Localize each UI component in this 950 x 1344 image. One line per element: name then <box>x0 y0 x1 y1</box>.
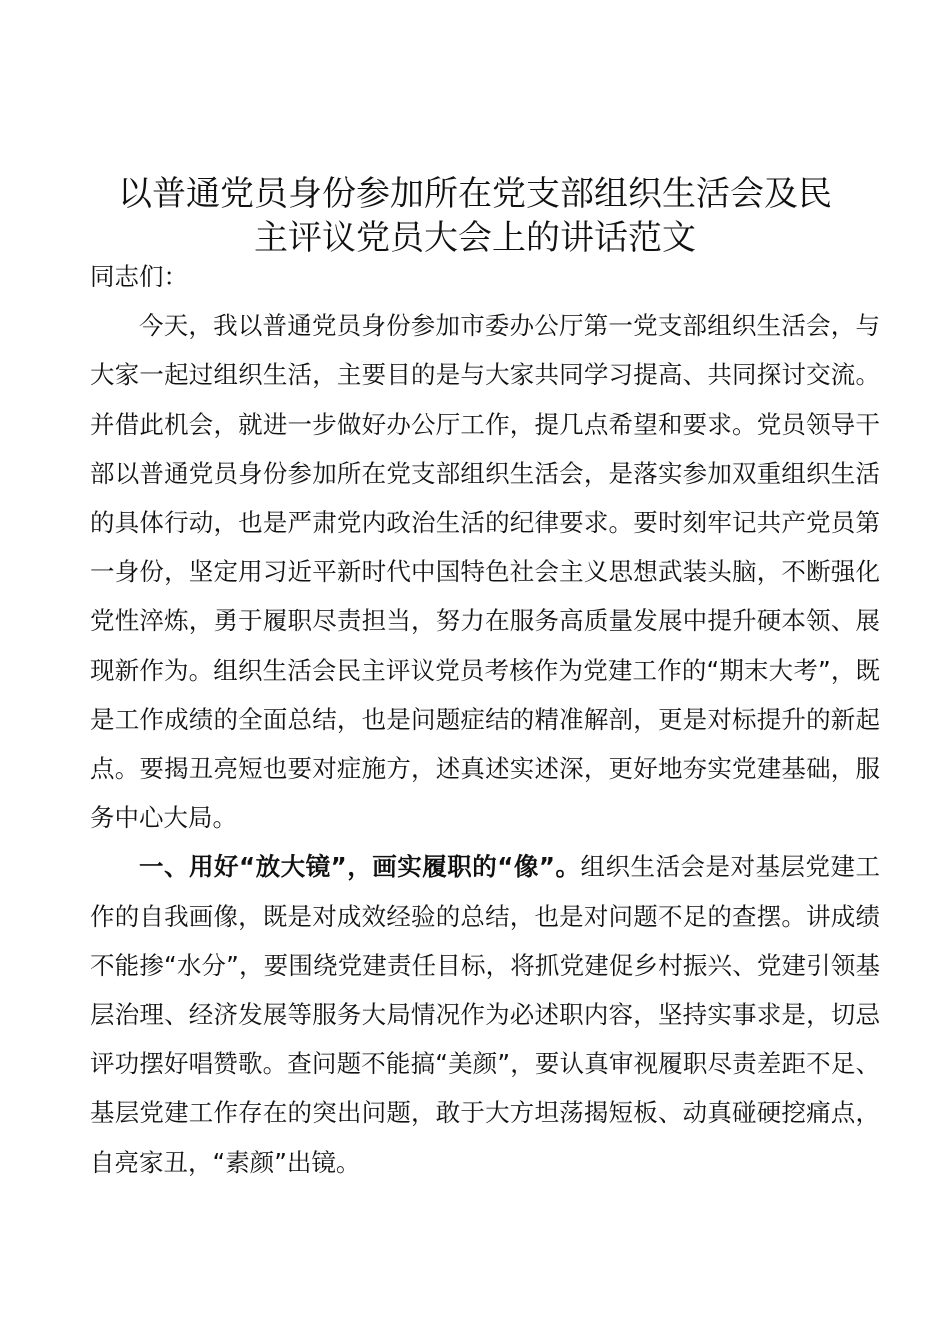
document-title <box>80 172 870 260</box>
salutation: 同志们： <box>90 262 188 291</box>
title-line-2: 主评议党员大会上的讲话范文 <box>254 218 696 258</box>
title-line-1: 以普通党员身份参加所在党支部组织生活会及民 <box>118 174 832 214</box>
paragraph-2 <box>90 842 880 1186</box>
paragraph-1: 今天，我以普通党员身份参加市委办公厅第一党支部组织生活会，与大家一起过组织生活，主要目的是与大家共同学习提高、共同探讨交流。并借此机会，就进一步做好办公厅工作，提几点希望和要求。党员领导干部以普通党员身份参加所在党支部组织生活会，是落实参加双重组织生活的具体行动，也是严肃党内政治生活的纪律要求。要时刻牢记共产党员第一身份，坚定用习近平新时代中国特色社会主义思想武装头脑，不断强化党性淬炼，勇于履职尽责担当，努力在服务高质量发展中提升硬本领、展现新作为。组织生活会民主评议党员考核作为党建工作的“期末大考”，既是工作成绩的全面总结，也是问题症结的精准解剖，更是对标提升的新起点。要揭丑亮短也要对症施方，述真述实述深，更好地夯实党建基础，服务中心大局。 <box>90 311 880 833</box>
paragraph-2-body: 组织生活会是对基层党建工作的自我画像，既是对成效经验的总结，也是对问题不足的查摆。讲成绩不能掺“水分”，要围绕党建责任目标，将抓党建促乡村振兴、党建引领基层治理、经济发展等服务大局情况作为必述职内容，坚持实事求是，切忌评功摆好唱赞歌。查问题不能搞“美颜”，要认真审视履职尽责差距不足、基层党建工作存在的突出问题，敢于大方坦荡揭短板、动真碰硬挖痛点，自亮家丑，“素颜”出镜。 <box>90 852 880 1177</box>
document-body <box>90 252 880 1187</box>
section-heading-1: 一、用好“放大镜”，画实履职的“像”。 <box>139 852 581 882</box>
